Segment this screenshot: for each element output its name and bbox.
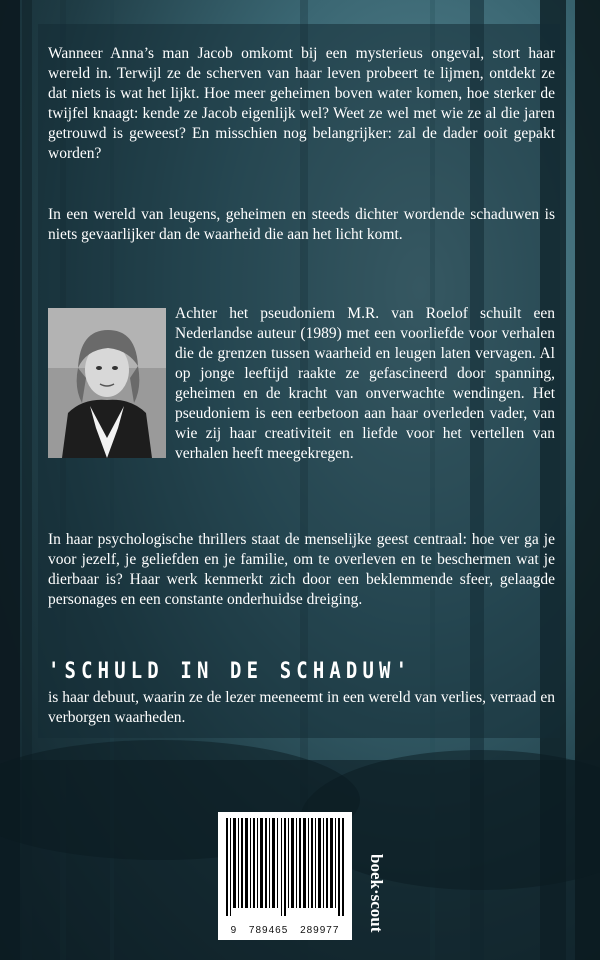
blurb-tagline: In een wereld van leugens, geheimen en steeds dichter wordende schaduwen is niets gevaarlijker dan de waarheid die aan het licht komt. xyxy=(48,206,555,243)
book-title: 'SCHULD IN DE SCHADUW' xyxy=(48,659,413,684)
isbn-digit-group-right: 289977 xyxy=(300,925,340,936)
publisher-logo: boek·scout xyxy=(367,854,386,933)
author-bio: Achter het pseudoniem M.R. van Roelof schuilt een Nederlandse auteur (1989) met een voorliefde voor verhalen die de grenzen tussen waarheid en leugen laten vervagen. Al op jonge leeftijd raakte ze gefascineerd door spanning, geheimen en de kracht van onverwachte wendingen. Het pseudoniem is een eerbetoon aan haar overleden vader, van wie zij haar creativiteit en liefde voor het vertellen van verhalen heeft meegekregen. xyxy=(175,305,555,462)
blurb-paragraph: Wanneer Anna’s man Jacob omkomt bij een mysterieus ongeval, stort haar wereld in. Terwijl ze de scherven van haar leven probeert te lijmen, ontdekt ze dat niets is wat het lijkt. Hoe meer geheimen boven water komen, hoe sterker de twijfel knaagt: kende ze Jacob eigenlijk wel? Weet ze wel met wie ze al die jaren getrouwd is geweest? En misschien nog belangrijker: zal de dader ooit gepakt worden? xyxy=(48,45,555,162)
isbn-barcode xyxy=(218,812,352,940)
isbn-number xyxy=(218,925,352,936)
author-work-description: In haar psychologische thrillers staat de menselijke geest centraal: hoe ver ga je voor jezelf, je geliefden en je familie, om te overleven en te beschermen wat je dierbaar is? Haar werk kenmerkt zich door een beklemmende sfeer, gelaagde personages en een constante onderhuidse dreiging. xyxy=(48,531,555,608)
isbn-digit-prefix: 9 xyxy=(230,925,238,936)
debut-text: is haar debuut, waarin ze de lezer meeneemt in een wereld van verlies, verraad en verborgen waarheden. xyxy=(48,689,555,726)
barcode-bars xyxy=(226,818,344,916)
author-photo xyxy=(48,308,166,458)
isbn-digit-group-left: 789465 xyxy=(248,925,289,936)
